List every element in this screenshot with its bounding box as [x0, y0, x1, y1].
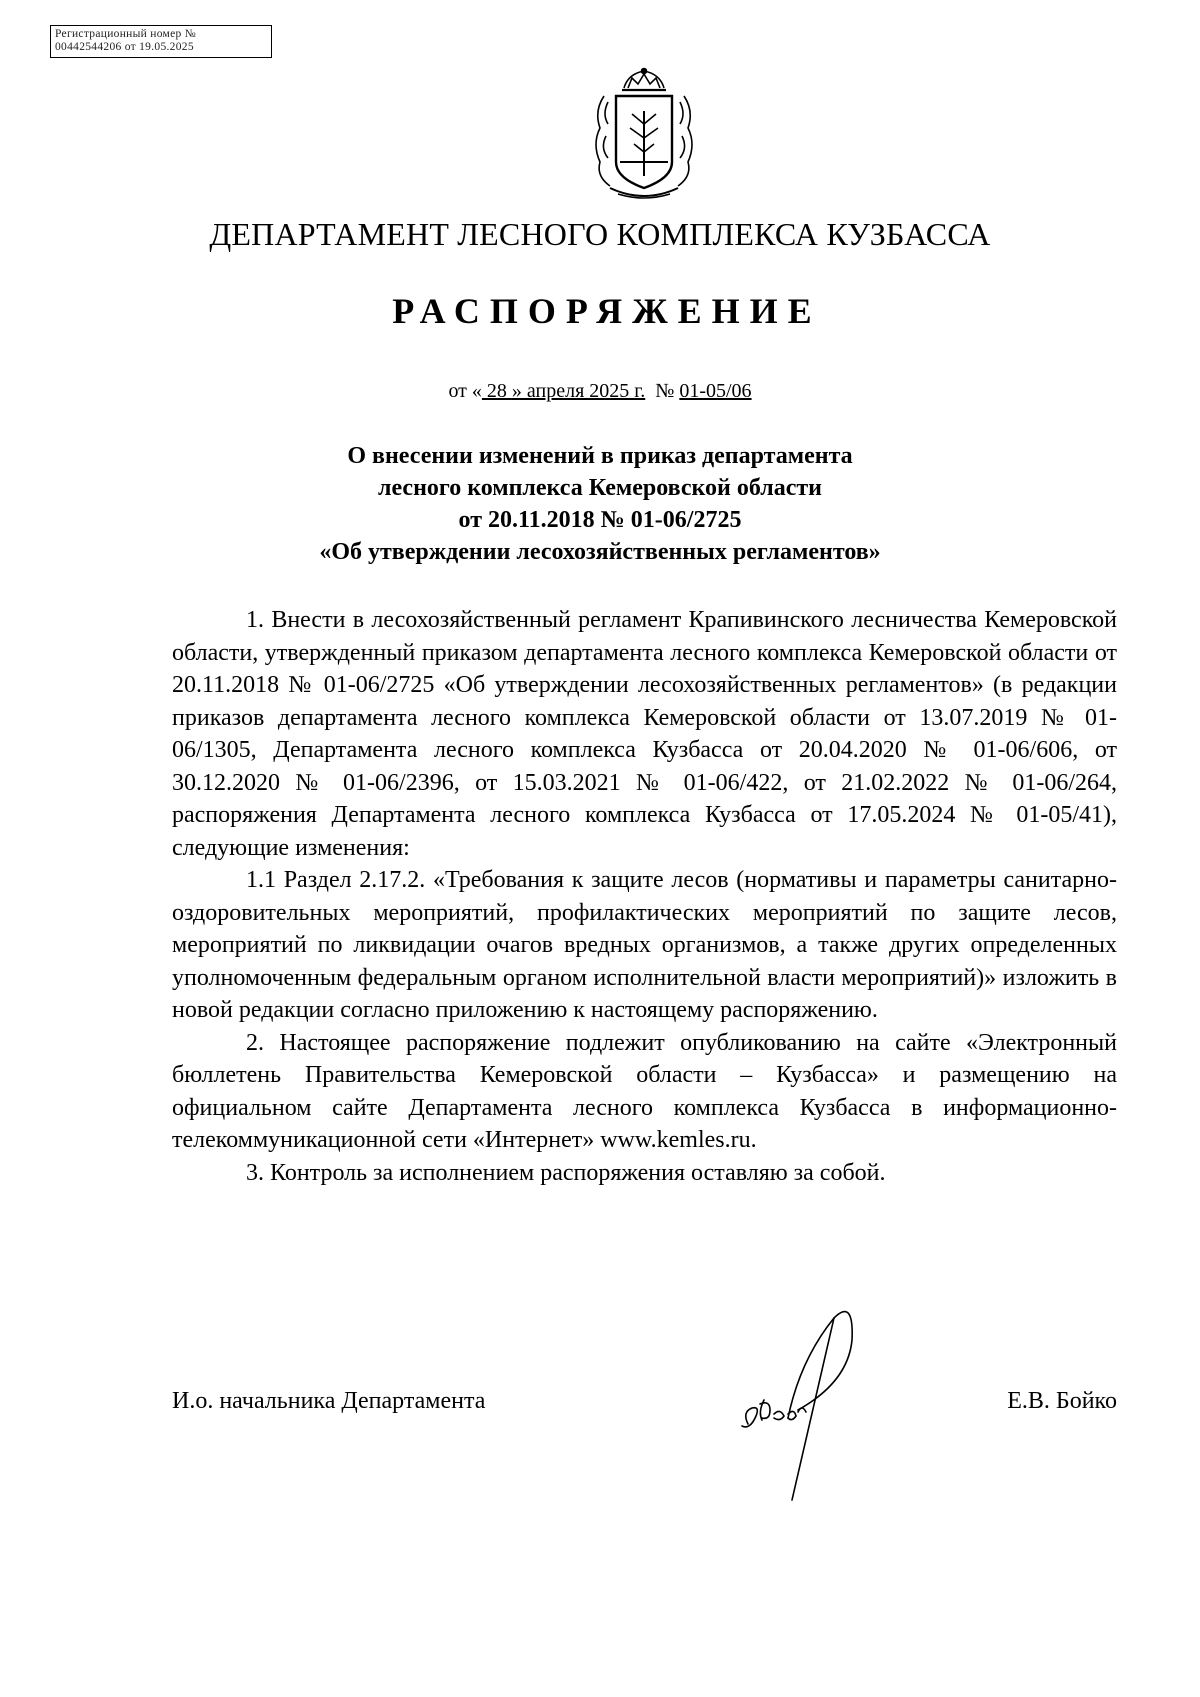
date-month-year: » апреля 2025 г.: [511, 380, 646, 402]
handwritten-signature: [730, 1300, 940, 1510]
coat-of-arms-icon: [588, 66, 700, 204]
paragraph-2: 2. Настоящее распоряжение подлежит опубликованию на сайте «Электронный бюллетень Правительства Кемеровской области – Кузбасса» и размещению на официальном сайте Департамента лесного комплекса Кузбасса в информационно-телекоммуникационной сети «Интернет» www.kemles.ru.: [172, 1029, 1117, 1153]
registration-number-label: Регистрационный номер №: [55, 28, 197, 40]
registration-stamp: [50, 25, 272, 58]
subject-line-4: «Об утверждении лесохозяйственных регламентов»: [319, 539, 881, 565]
paragraph-3: 3. Контроль за исполнением распоряжения оставляю за собой.: [246, 1159, 886, 1186]
document-type-title: РАСПОРЯЖЕНИЕ: [392, 291, 822, 331]
paragraph-1-1: 1.1 Раздел 2.17.2. «Требования к защите лесов (нормативы и параметры санитарно-оздоровительных мероприятий, профилактических мероприятий по защите лесов, мероприятий по ликвидации очагов вредных организмов, а также других определенных уполномоченным федеральным органом исполнительной власти мероприятий)» изложить в новой редакции согласно приложению к настоящему распоряжению.: [172, 867, 1117, 1023]
signatory-position: И.о. начальника Департамента: [172, 1388, 486, 1414]
signatory-name: Е.В. Бойко: [1007, 1388, 1117, 1414]
department-name: ДЕПАРТАМЕНТ ЛЕСНОГО КОМПЛЕКСА КУЗБАССА: [209, 216, 991, 252]
number-label: №: [655, 380, 675, 402]
date-day: 28: [481, 380, 512, 402]
document-body: [172, 604, 1117, 1189]
paragraph-1: 1. Внести в лесохозяйственный регламент Крапивинского лесничества Кемеровской области, утвержденный приказом департамента лесного комплекса Кемеровской области от 20.11.2018 № 01-06/2725 «Об утверждении лесохозяйственных регламентов» (в редакции приказов департамента лесного комплекса Кемеровской области от 13.07.2019 № 01-06/1305, Департамента лесного комплекса Кузбасса от 20.04.2020 № 01-06/606, от 30.12.2020 № 01-06/2396, от 15.03.2021 № 01-06/422, от 21.02.2022 № 01-06/264, распоряжения Департамента лесного комплекса Кузбасса от 17.05.2024 № 01-05/41), следующие изменения:: [172, 607, 1117, 861]
subject-line-2: лесного комплекса Кемеровской области: [378, 475, 822, 501]
subject-line-3: от 20.11.2018 № 01-06/2725: [458, 507, 742, 533]
document-subject: [200, 440, 1000, 568]
registration-number-value: 00442544206 от 19.05.2025: [55, 41, 194, 53]
subject-line-1: О внесении изменений в приказ департамента: [347, 443, 853, 469]
date-number-line: [0, 380, 1200, 403]
document-number: 01-05/06: [679, 380, 752, 402]
date-prefix: от «: [448, 380, 482, 402]
